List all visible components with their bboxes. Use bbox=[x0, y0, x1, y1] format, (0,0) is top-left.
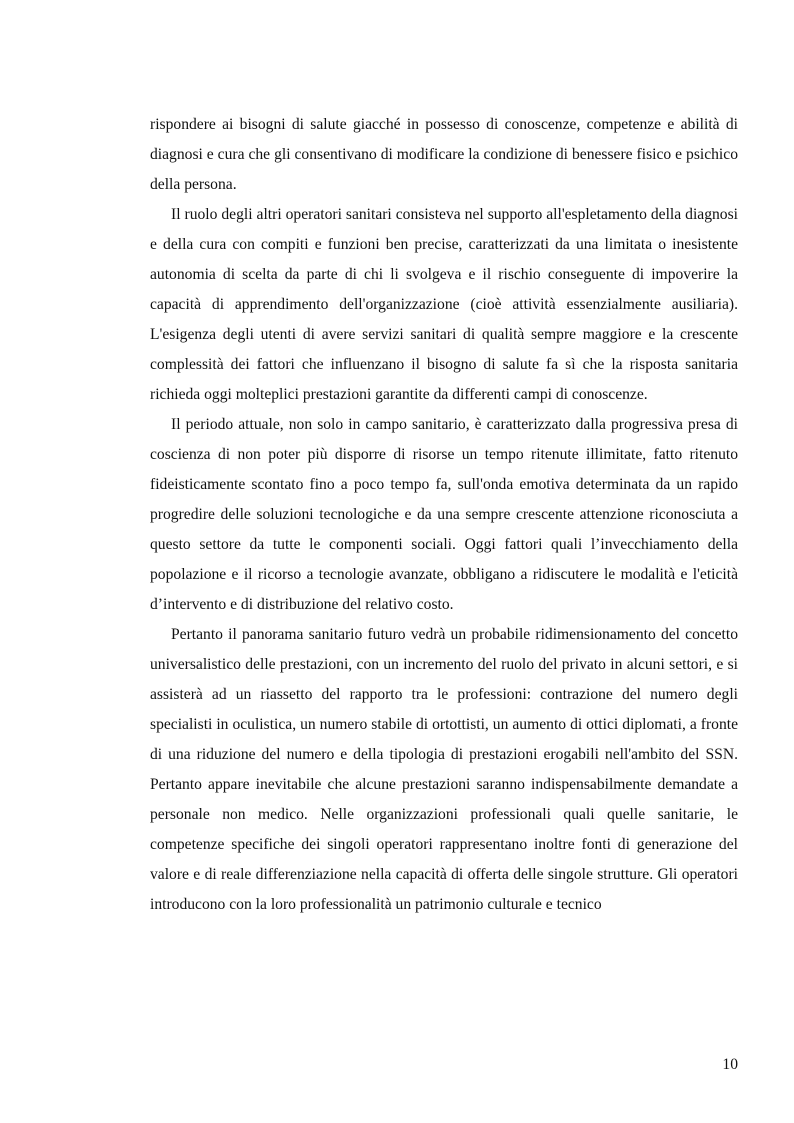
body-text bbox=[150, 110, 738, 920]
paragraph-4: Pertanto il panorama sanitario futuro vedrà un probabile ridimensionamento del concetto universalistico delle prestazioni, con un incremento del ruolo del privato in alcuni settori, e si assisterà ad un riassetto del rapporto tra le professioni: contrazione del numero degli specialisti in oculistica, un numero stabile di ortottisti, un aumento di ottici diplomati, a fronte di una riduzione del numero e della tipologia di prestazioni erogabili nell'ambito del SSN. Pertanto appare inevitabile che alcune prestazioni saranno indispensabilmente demandate a personale non medico. Nelle organizzazioni professionali quali quelle sanitarie, le competenze specifiche dei singoli operatori rappresentano inoltre fonti di generazione del valore e di reale differenziazione nella capacità di offerta delle singole strutture. Gli operatori introducono con la loro professionalità un patrimonio culturale e tecnico bbox=[150, 626, 738, 913]
paragraph-1: rispondere ai bisogni di salute giacché in possesso di conoscenze, competenze e abilità di diagnosi e cura che gli consentivano di modificare la condizione di benessere fisico e psichico della persona. bbox=[150, 116, 738, 193]
page-number: 10 bbox=[722, 1056, 738, 1073]
paragraph-3: Il periodo attuale, non solo in campo sanitario, è caratterizzato dalla progressiva presa di coscienza di non poter più disporre di risorse un tempo ritenute illimitate, fatto ritenuto fideisticamente scontato fino a poco tempo fa, sull'onda emotiva determinata da un rapido progredire delle soluzioni tecnologiche e da una sempre crescente attenzione riconosciuta a questo settore da tutte le componenti sociali. Oggi fattori quali l’invecchiamento della popolazione e il ricorso a tecnologie avanzate, obbligano a ridiscutere le modalità e l'eticità d’intervento e di distribuzione del relativo costo. bbox=[150, 416, 738, 613]
paragraph-2: Il ruolo degli altri operatori sanitari consisteva nel supporto all'espletamento della diagnosi e della cura con compiti e funzioni ben precise, caratterizzati da una limitata o inesistente autonomia di scelta da parte di chi li svolgeva e il rischio conseguente di impoverire la capacità di apprendimento dell'organizzazione (cioè attività essenzialmente ausiliaria). L'esigenza degli utenti di avere servizi sanitari di qualità sempre maggiore e la crescente complessità dei fattori che influenzano il bisogno di salute fa sì che la risposta sanitaria richieda oggi molteplici prestazioni garantite da differenti campi di conoscenze. bbox=[150, 206, 738, 403]
